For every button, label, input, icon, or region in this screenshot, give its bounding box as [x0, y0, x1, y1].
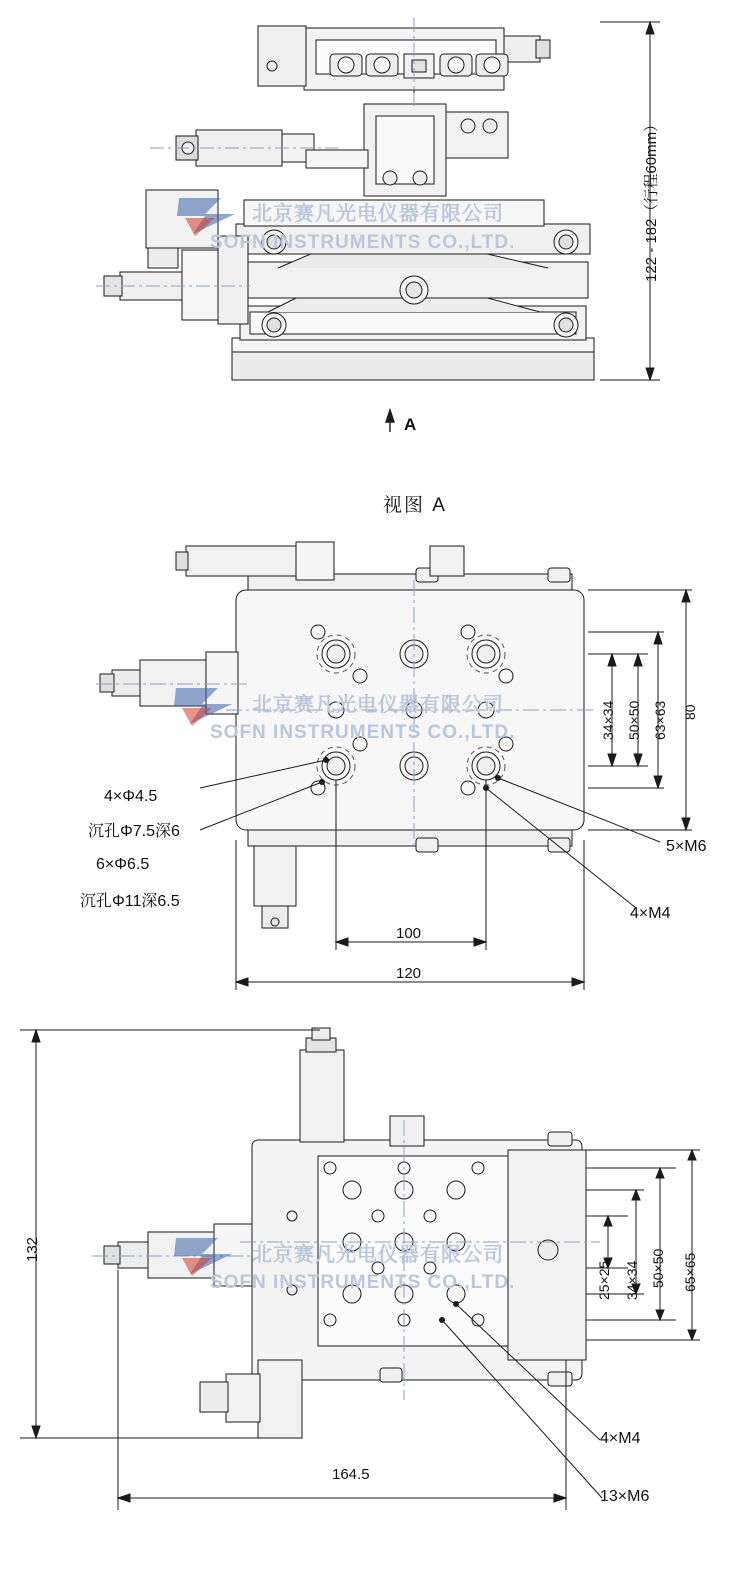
dim-25x25: 25×25 — [596, 1260, 612, 1300]
dim-120-top: 120 — [396, 965, 422, 982]
watermark-front — [175, 190, 245, 238]
callout-5xm6: 5×M6 — [666, 838, 707, 855]
callout-4xm4-bottom: 4×M4 — [600, 1430, 641, 1447]
logo-icon — [172, 680, 242, 728]
dim-63x63-top: 63×63 — [652, 700, 668, 740]
dim-100-top: 100 — [396, 925, 422, 942]
callout-13xm6: 13×M6 — [600, 1488, 650, 1505]
dim-164p5: 164.5 — [332, 1466, 370, 1483]
view-a-title: 视图 A — [383, 495, 447, 516]
dim-34x34-top: 34×34 — [600, 700, 616, 740]
callout-4xphi4p5-line1: 4×Φ4.5 — [104, 788, 158, 805]
dim-65x65: 65×65 — [682, 1252, 698, 1292]
dim-50x50-bottom: 50×50 — [650, 1248, 666, 1288]
watermark-en-bottomview: SOFN INSTRUMENTS CO.,LTD. — [210, 1272, 516, 1293]
logo-icon — [175, 190, 245, 238]
callout-4xm4-top: 4×M4 — [630, 905, 671, 922]
dim-80-top: 80 — [682, 704, 698, 720]
dim-34x34-bottom: 34×34 — [624, 1260, 640, 1300]
watermark-cn-bottomview: 北京赛凡光电仪器有限公司 — [252, 1244, 504, 1266]
dim-132: 132 — [24, 1236, 41, 1262]
watermark-cn-front: 北京赛凡光电仪器有限公司 — [252, 203, 504, 225]
watermark-en-topview: SOFN INSTRUMENTS CO.,LTD. — [210, 722, 516, 743]
watermark-bottomview — [172, 1230, 242, 1278]
watermark-topview — [172, 680, 242, 728]
dim-50x50-top: 50×50 — [626, 700, 642, 740]
callout-4xphi4p5-line2: 沉孔Φ7.5深6 — [88, 823, 180, 840]
logo-icon — [172, 1230, 242, 1278]
top-view-graphic — [0, 520, 750, 1020]
callout-6xphi6p5-line1: 6×Φ6.5 — [96, 856, 150, 873]
dim-height-range: 122 - 182（行程60mm） — [643, 116, 660, 282]
callout-6xphi6p5-line2: 沉孔Φ11深6.5 — [80, 893, 180, 910]
watermark-en-front: SOFN INSTRUMENTS CO.,LTD. — [210, 232, 516, 253]
watermark-cn-topview: 北京赛凡光电仪器有限公司 — [252, 694, 504, 716]
section-arrow-label: A — [404, 415, 417, 434]
